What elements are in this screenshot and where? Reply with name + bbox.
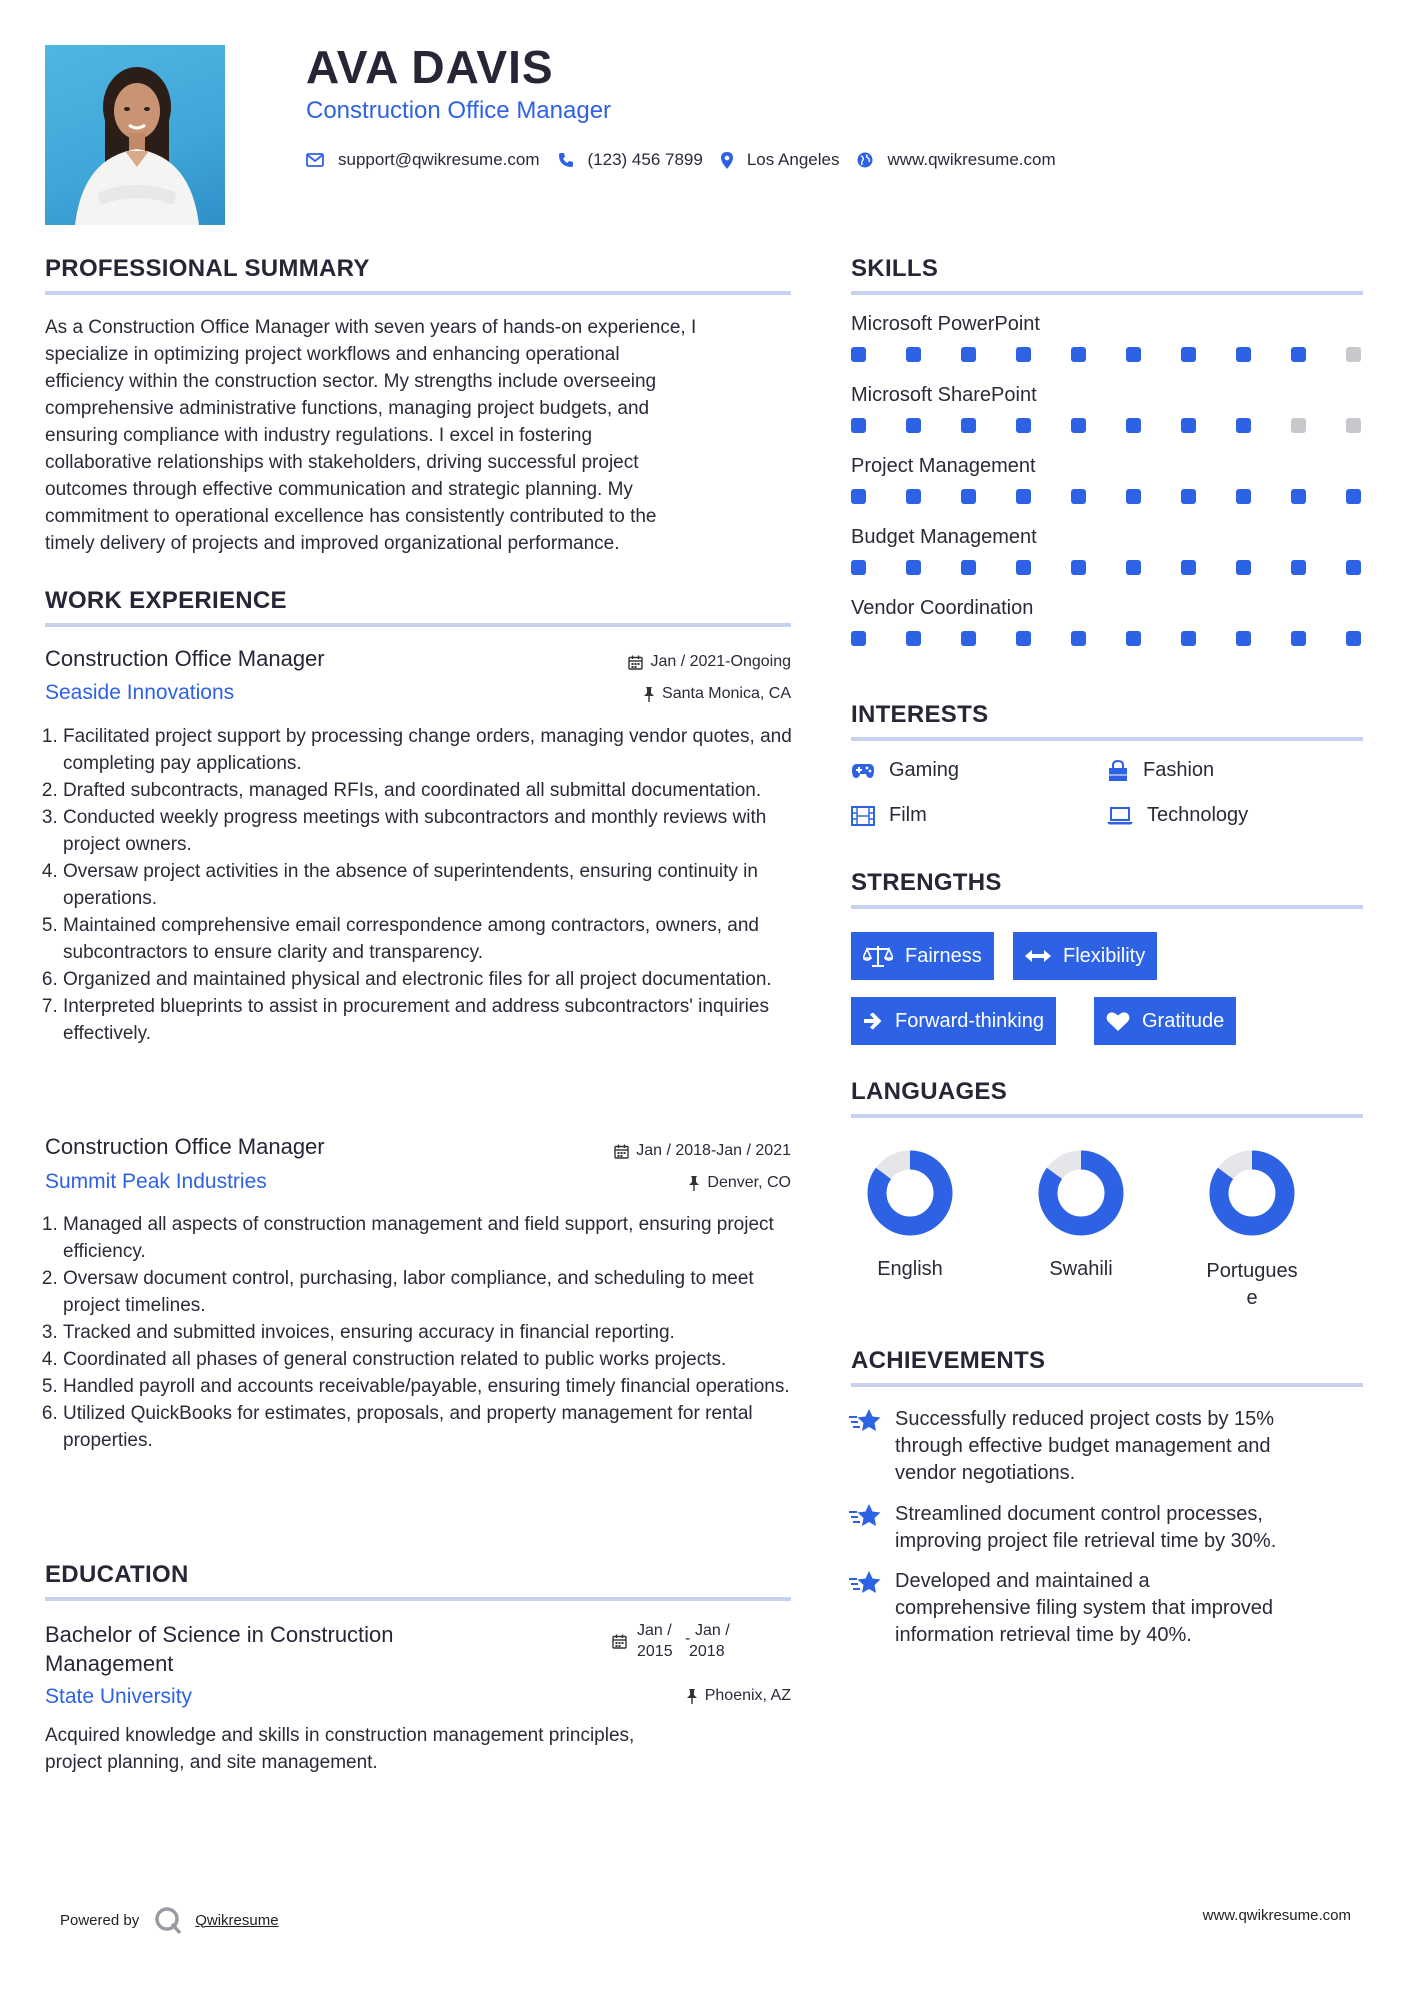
languages-heading: LANGUAGES [851,1078,1008,1105]
film-icon [851,806,875,826]
calendar-icon [612,1634,627,1649]
rating-dot [1071,418,1086,433]
interest-label: Film [889,804,927,826]
strength-gratitude [1094,997,1236,1045]
edu-date-dash: - [685,1630,691,1647]
location-text: Los Angeles [746,150,840,169]
gamepad-icon [851,763,875,779]
rating-dot [906,631,921,646]
education-heading: EDUCATION [45,1561,189,1588]
list-item: 5. Handled payroll and accounts receivable/payable, ensuring timely financial operations. [63,1373,797,1400]
job-date [628,653,791,671]
rating-dot [1181,418,1196,433]
list-item: 5. Maintained comprehensive email correspondence among contractors, owners, and subcontractors to ensure clarity and transparency. [63,912,797,966]
website-text: www.qwikresume.com [887,150,1056,169]
rating-dot [961,347,976,362]
skills-divider [851,291,1363,295]
degree-line: Bachelor of Science in Construction [45,1622,394,1647]
rating-dot [1236,631,1251,646]
qwikresume-logo-icon [153,1905,183,1935]
star-award-icon [849,1408,883,1434]
job-title: Construction Office Manager [45,1134,325,1159]
list-item: 1. Managed all aspects of construction management and field support, ensuring project efficiency. [63,1211,797,1265]
summary-line: efficiency within the construction sector. My strengths include overseeing [45,371,657,392]
summary-line: As a Construction Office Manager with seven years of hands-on experience, I [45,317,697,338]
skills-list [851,313,1361,668]
achievement-text [895,1568,1273,1649]
rating-dot [1346,347,1361,362]
qwikresume-link[interactable]: Qwikresume [195,1911,279,1929]
rating-dot [1236,489,1251,504]
achievement-line: information retrieval time by 40%. [895,1624,1192,1646]
contact-email[interactable] [306,150,540,170]
rating-dot [1016,347,1031,362]
interests-heading: INTERESTS [851,701,989,728]
rating-dot [906,347,921,362]
edu-end [685,1620,739,1662]
arrows-horizontal-icon [1025,949,1051,963]
job-title: Construction Office Manager [45,646,325,671]
rating-dot [1126,347,1141,362]
rating-dot [851,560,866,575]
skill-row [851,597,1361,646]
skill-name: Budget Management [851,526,1037,548]
skill-rating [851,489,1361,504]
strength-fairness [851,932,994,980]
edu-end-month: Jan / [695,1622,730,1639]
map-pin-icon [721,152,733,169]
strength-label: Forward-thinking [895,1009,1044,1032]
skills-heading: SKILLS [851,255,939,282]
language-label: Swahili [1049,1258,1113,1280]
email-text: support@qwikresume.com [338,150,540,169]
education-line: project planning, and site management. [45,1752,378,1773]
interest-technology [1107,804,1248,827]
achievements-divider [851,1383,1363,1387]
contact-phone[interactable] [558,150,703,170]
arrow-right-icon [863,1011,883,1031]
laptop-icon [1107,807,1133,825]
rating-dot [1016,489,1031,504]
rating-dot [1291,631,1306,646]
skill-row [851,384,1361,433]
rating-dot [1016,560,1031,575]
edu-start-month: Jan / [637,1622,672,1639]
skill-row [851,526,1361,575]
achievement-line: comprehensive filing system that improved [895,1597,1273,1619]
star-award-icon [849,1570,883,1596]
degree-title [45,1620,394,1678]
footer-powered-by [60,1905,279,1935]
rating-dot [961,560,976,575]
skill-rating [851,347,1361,362]
language-item [850,1143,970,1281]
language-label-line: Portugues [1206,1260,1298,1282]
balance-scale-icon [863,944,893,968]
contact-location [721,150,840,170]
interest-gaming [851,759,959,782]
strength-forward-thinking [851,997,1056,1045]
rating-dot [1236,347,1251,362]
rating-dot [851,347,866,362]
interest-label: Technology [1147,804,1249,826]
summary-heading: PROFESSIONAL SUMMARY [45,255,370,282]
candidate-title: Construction Office Manager [306,97,612,124]
rating-dot [906,489,921,504]
list-item: 3. Conducted weekly progress meetings with subcontractors and monthly reviews with project owners. [63,804,797,858]
summary-line: commitment to operational excellence has consistently contributed to the [45,506,657,527]
summary-line: collaborative relationships with stakeholders, driving successful project [45,452,639,473]
rating-dot [1236,560,1251,575]
skill-rating [851,560,1361,575]
contact-website[interactable] [857,150,1055,170]
job-date [614,1142,791,1160]
contact-bar [306,150,1074,170]
rating-dot [1346,631,1361,646]
language-label-line: e [1246,1287,1258,1309]
education-description [45,1722,805,1776]
rating-dot [851,418,866,433]
education-location [686,1687,791,1705]
achievement-text [895,1406,1274,1487]
shopping-bag-icon [1107,760,1129,782]
achievement-line: through effective budget management and [895,1435,1271,1457]
skill-rating [851,631,1361,646]
list-item: 7. Interpreted blueprints to assist in procurement and address subcontractors' inquiries effectively. [63,993,797,1047]
skill-row [851,455,1361,504]
achievement-item [849,1568,1369,1649]
job-location-text: Santa Monica, CA [662,685,791,702]
job-date-text: Jan / 2018-Jan / 2021 [636,1142,791,1159]
strength-label: Flexibility [1063,944,1146,967]
interest-fashion [1107,759,1214,782]
skill-name: Microsoft PowerPoint [851,313,1040,335]
company-name: Summit Peak Industries [45,1170,267,1193]
degree-line: Management [45,1651,174,1676]
rating-dot [1126,631,1141,646]
work-heading: WORK EXPERIENCE [45,587,287,614]
achievement-line: Streamlined document control processes, [895,1503,1263,1525]
rating-dot [1291,347,1306,362]
education-line: Acquired knowledge and skills in construction management principles, [45,1725,635,1746]
language-label [1192,1258,1312,1312]
summary-line: ensuring compliance with industry regulations. I excel in fostering [45,425,593,446]
achievement-text [895,1501,1276,1555]
duties-list [45,723,797,1047]
summary-line: specialize in optimizing project workflows and enhancing operational [45,344,620,365]
rating-dot [1071,560,1086,575]
list-item: 2. Drafted subcontracts, managed RFIs, and coordinated all submittal documentation. [63,777,797,804]
language-label: English [877,1258,943,1280]
job-location [688,1174,791,1192]
duties-list [45,1211,797,1454]
summary-divider [45,291,791,295]
education-location-text: Phoenix, AZ [704,1687,791,1704]
strength-label: Gratitude [1142,1009,1225,1032]
rating-dot [1016,418,1031,433]
list-item: 4. Coordinated all phases of general construction related to public works projects. [63,1346,797,1373]
edu-start-year: 2015 [637,1643,673,1660]
languages-divider [851,1114,1363,1118]
rating-dot [1181,560,1196,575]
rating-dot [1181,631,1196,646]
phone-text: (123) 456 7899 [587,150,703,169]
rating-dot [1181,489,1196,504]
calendar-icon [628,655,643,670]
rating-dot [1071,631,1086,646]
skill-name: Vendor Coordination [851,597,1034,619]
skill-rating [851,418,1361,433]
candidate-name: AVA DAVIS [306,41,554,93]
profile-photo [45,45,225,225]
pushpin-icon [643,687,655,702]
pushpin-icon [688,1176,700,1191]
education-date [612,1620,739,1662]
job-date-text: Jan / 2021-Ongoing [650,653,791,670]
interest-label: Gaming [889,759,960,781]
strengths-divider [851,905,1363,909]
star-award-icon [849,1503,883,1529]
language-item [1192,1143,1312,1312]
rating-dot [1291,489,1306,504]
person-portrait-icon [45,45,225,225]
rating-dot [1126,418,1141,433]
list-item: 3. Tracked and submitted invoices, ensuring accuracy in financial reporting. [63,1319,797,1346]
rating-dot [1346,560,1361,575]
achievement-line: improving project file retrieval time by 30%. [895,1530,1277,1552]
summary-line: comprehensive administrative functions, managing project budgets, and [45,398,650,419]
edu-start [637,1620,689,1662]
phone-icon [558,152,574,168]
rating-dot [1016,631,1031,646]
rating-dot [1291,560,1306,575]
rating-dot [906,418,921,433]
list-item: 4. Oversaw project activities in the absence of superintendents, ensuring continuity in operations. [63,858,797,912]
rating-dot [1236,418,1251,433]
school-name: State University [45,1685,193,1708]
job-location [643,685,791,703]
list-item: 6. Utilized QuickBooks for estimates, proposals, and property management for rental properties. [63,1400,797,1454]
footer-website[interactable]: www.qwikresume.com [1202,1907,1351,1924]
strength-label: Fairness [905,944,982,967]
summary-paragraph [45,314,805,557]
pushpin-icon [686,1689,698,1704]
list-item: 6. Organized and maintained physical and electronic files for all project documentation. [63,966,797,993]
achievement-line: Developed and maintained a [895,1570,1150,1592]
skill-name: Project Management [851,455,1036,477]
education-divider [45,1597,791,1601]
job-location-text: Denver, CO [707,1174,791,1191]
company-name: Seaside Innovations [45,681,235,704]
achievement-line: Successfully reduced project costs by 15% [895,1408,1275,1430]
rating-dot [1291,418,1306,433]
work-divider [45,623,791,627]
achievement-item [849,1406,1369,1487]
list-item: 2. Oversaw document control, purchasing, labor compliance, and scheduling to meet project timelines. [63,1265,797,1319]
language-donut [1192,1143,1312,1243]
rating-dot [851,489,866,504]
skill-name: Microsoft SharePoint [851,384,1037,406]
language-donut [850,1143,970,1243]
strengths-heading: STRENGTHS [851,869,1002,896]
rating-dot [961,631,976,646]
language-item [1021,1143,1141,1281]
achievement-item [849,1501,1369,1555]
globe-icon [857,152,873,168]
rating-dot [1346,418,1361,433]
summary-line: timely delivery of projects and improved organizational performance. [45,533,620,554]
strength-flexibility [1013,932,1157,980]
rating-dot [961,489,976,504]
envelope-icon [306,153,324,167]
rating-dot [1181,347,1196,362]
achievements-heading: ACHIEVEMENTS [851,1347,1046,1374]
calendar-icon [614,1144,629,1159]
rating-dot [1126,560,1141,575]
language-donut [1021,1143,1141,1243]
powered-by-text: Powered by [60,1911,140,1929]
rating-dot [1346,489,1361,504]
rating-dot [1126,489,1141,504]
rating-dot [851,631,866,646]
skill-row [851,313,1361,362]
heart-icon [1106,1011,1130,1032]
interest-label: Fashion [1143,759,1215,781]
interest-film [851,804,927,827]
rating-dot [1071,347,1086,362]
rating-dot [961,418,976,433]
rating-dot [906,560,921,575]
list-item: 1. Facilitated project support by processing change orders, managing vendor quotes, and completing pay applications. [63,723,797,777]
summary-line: outcomes through effective communication and strategic planning. My [45,479,633,500]
achievement-line: vendor negotiations. [895,1462,1076,1484]
rating-dot [1071,489,1086,504]
interests-divider [851,737,1363,741]
edu-end-year: 2018 [689,1643,725,1660]
